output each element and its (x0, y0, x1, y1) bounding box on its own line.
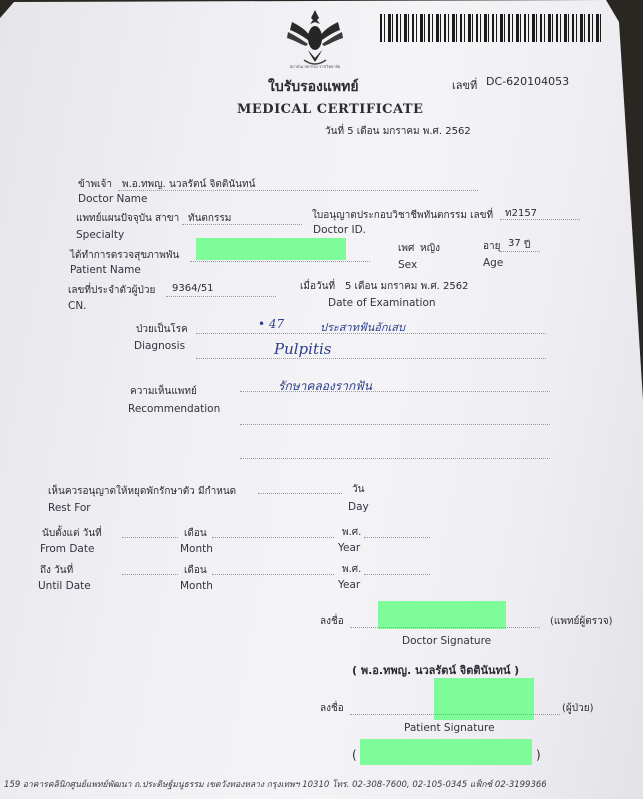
doctor-name-print: ( พ.อ.ทพญ. นวลรัตน์ จิตตินันทน์ ) (352, 664, 520, 677)
rest-day-en: Day (348, 501, 369, 513)
exam-label-en: Date of Examination (328, 297, 436, 309)
doctor-signature-redaction (378, 601, 506, 629)
age-value: 37 (508, 238, 521, 249)
doctor-sign-en: Doctor Signature (402, 635, 492, 647)
patient-name-line (190, 261, 370, 262)
age-unit: ปี (524, 240, 531, 251)
doc-no-label: เลขที่ (452, 79, 478, 92)
recommendation-line-1 (240, 391, 550, 392)
from-year-th: พ.ศ. (342, 527, 362, 538)
sex-label-en: Sex (398, 259, 418, 271)
license-no: ท2157 (505, 208, 538, 219)
license-line (500, 219, 580, 220)
license-label-th: ใบอนุญาตประกอบวิชาชีพทันตกรรม เลขที่ (312, 210, 494, 221)
patient-label-en: Patient Name (70, 264, 141, 276)
patient-sign-label: ลงชื่อ (320, 703, 344, 714)
certificate-date: วันที่ 5 เดือน มกราคม พ.ศ. 2562 (325, 126, 471, 137)
cn-label-th: เลขที่ประจำตัวผู้ป่วย (68, 285, 156, 296)
footer-address: 159 อาคารคลินิกศูนย์แพทย์พัฒนา ถ.ประดิษฐ์มนูธรรม เขตวังทองหลาง กรุงเทพฯ 10310 โทร. 02-308-7600, 02-105-0345 แฟ็กซ์ 02-3199366 (4, 780, 547, 790)
recommendation-text: รักษาคลองรากฟัน (278, 379, 372, 393)
exam-date: 5 เดือน มกราคม พ.ศ. 2562 (345, 281, 469, 292)
specialty-line (182, 224, 302, 225)
diagnosis-english: Pulpitis (274, 340, 332, 358)
cn-line (166, 296, 276, 297)
patient-sign-en: Patient Signature (404, 722, 495, 734)
cn-label-en: CN. (68, 300, 87, 312)
from-year-line (364, 537, 430, 538)
diagnosis-label-th: ป่วยเป็นโรค (136, 324, 188, 335)
until-label-en: Until Date (38, 580, 91, 592)
until-month-th: เดือน (184, 565, 207, 576)
specialty-label-th: แพทย์แผนปัจจุบัน สาขา (76, 213, 180, 224)
patient-sign-role: (ผู้ป่วย) (562, 703, 594, 714)
until-day-line (122, 574, 178, 575)
until-label-th: ถึง วันที่ (40, 565, 74, 576)
recommendation-label-en: Recommendation (128, 403, 221, 415)
patient-name-print-redaction (360, 739, 532, 765)
doctor-sign-label: ลงชื่อ (320, 616, 344, 627)
until-month-en: Month (180, 580, 213, 592)
patient-name-redaction (196, 238, 346, 260)
rest-label-en: Rest For (48, 502, 91, 514)
patient-label-th: ได้ทำการตรวจสุขภาพพัน (70, 250, 180, 261)
age-label-en: Age (483, 257, 504, 269)
rest-days-line (258, 493, 342, 494)
sex-value: หญิง (420, 243, 440, 254)
age-label-th: อายุ (483, 241, 501, 252)
sex-label-th: เพศ (398, 243, 415, 254)
rest-label-th: เห็นควรอนุญาตให้หยุดพักรักษาตัว มีกำหนด (48, 486, 237, 497)
title-thai: ใบรับรองแพทย์ (268, 79, 359, 95)
doctor-sign-line (350, 627, 540, 628)
rest-day-th: วัน (352, 484, 365, 495)
cn-value: 9364/51 (172, 283, 214, 294)
until-year-en: Year (338, 579, 361, 591)
diagnosis-line-2 (196, 358, 546, 359)
from-month-line (212, 537, 334, 538)
diagnosis-code: • 47 (258, 317, 285, 331)
diagnosis-thai: ประสาทฟันอักเสบ (320, 321, 405, 334)
diagnosis-line-1 (196, 333, 546, 334)
diagnosis-label-en: Diagnosis (134, 340, 186, 352)
from-month-en: Month (180, 543, 213, 555)
title-english: MEDICAL CERTIFICATE (237, 102, 424, 117)
doctor-label-en: Doctor Name (78, 193, 148, 205)
until-month-line (212, 574, 334, 575)
until-year-th: พ.ศ. (342, 564, 362, 575)
from-label-th: นับตั้งแต่ วันที่ (42, 528, 102, 539)
garuda-emblem-icon (284, 8, 346, 70)
from-month-th: เดือน (184, 528, 207, 539)
specialty-label-en: Specialty (76, 229, 125, 241)
patient-name-paren-open: ( (352, 748, 357, 762)
patient-name-paren-close: ) (536, 748, 541, 762)
from-day-line (122, 537, 178, 538)
from-year-en: Year (338, 542, 361, 554)
doctor-name-line (118, 190, 478, 191)
patient-sign-line (350, 714, 560, 715)
license-label-en: Doctor ID. (313, 224, 366, 236)
recommendation-label-th: ความเห็นแพทย์ (130, 386, 197, 397)
exam-label-th: เมื่อวันที่ (300, 281, 336, 292)
specialty-value: ทันตกรรม (188, 213, 232, 224)
doctor-label-th: ข้าพเจ้า (78, 179, 112, 190)
recommendation-line-3 (240, 458, 550, 459)
doctor-sign-role: (แพทย์ผู้ตรวจ) (550, 616, 613, 627)
recommendation-line-2 (240, 424, 550, 425)
doctor-name: พ.อ.ทพญ. นวลรัตน์ จิตตินันทน์ (122, 179, 256, 190)
doc-no: DC-620104053 (486, 75, 570, 88)
emblem-caption: สถาบันเวชกรรม ราชวิทยาลัย (289, 64, 341, 69)
barcode (380, 14, 602, 42)
age-line (500, 251, 540, 252)
until-year-line (364, 574, 430, 575)
from-label-en: From Date (40, 543, 95, 555)
